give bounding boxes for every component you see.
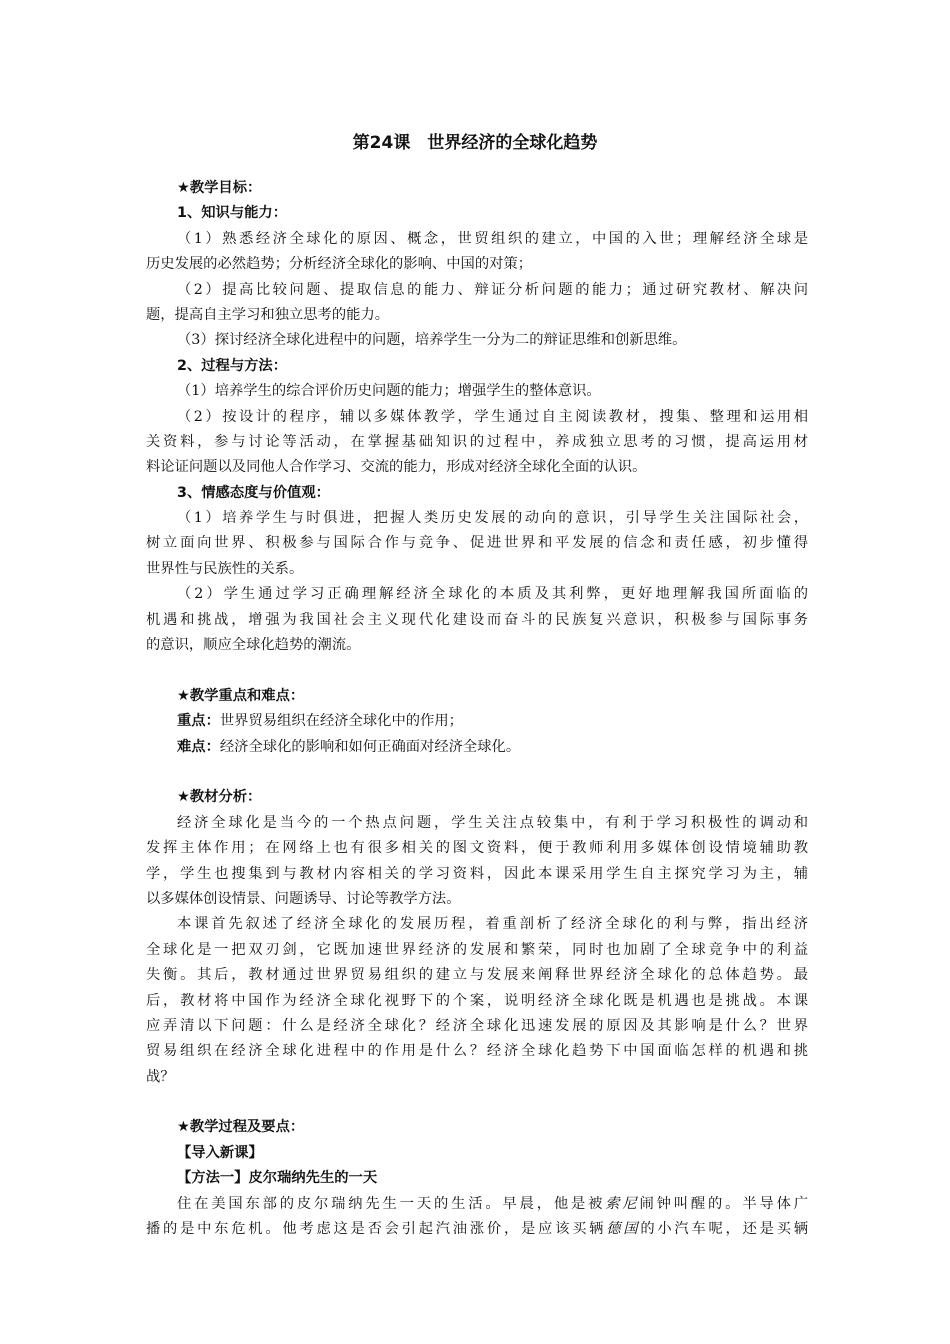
story-text: 的小汽车呢，还是买辆 xyxy=(640,1221,808,1238)
section-heading: 2、过程与方法： xyxy=(177,357,288,374)
key-text: 世界贸易组织在经济全球化中的作用； xyxy=(219,713,463,730)
paragraph-line: 关资料，参与讨论等活动，在掌握基础知识的过程中，养成独立思考的习惯，提高运用材 xyxy=(146,433,808,450)
paragraph-line: （3）探讨经济全球化进程中的问题，培养学生一分为二的辩证思维和创新思维。 xyxy=(177,332,687,349)
story-text: 播的是中东危机。他考虑这是否会引起汽油涨价，是应该买辆 xyxy=(146,1221,607,1238)
paragraph-line: （1）熟悉经济全球化的原因、概念，世贸组织的建立，中国的入世；理解经济全球是 xyxy=(177,230,808,247)
spacer xyxy=(146,658,808,683)
section-heading: 3、情感态度与价值观： xyxy=(177,484,330,501)
focus-heading: ★教学重点和难点： xyxy=(177,687,305,704)
paragraph-line: 以多媒体创设情景、问题诱导、讨论等教学方法。 xyxy=(146,890,461,907)
key-point xyxy=(146,709,808,734)
paragraph-line: （2）提高比较问题、提取信息的能力、辩证分析问题的能力；通过研究教材、解决问 xyxy=(177,281,808,298)
paragraph-line: 全球化是一把双刃剑，它既加速世界经济的发展和繁荣，同时也加剧了全球竞争中的利益 xyxy=(146,941,808,958)
paragraph-line: 学，学生也搜集到与教材内容相关的学习资料，因此本课采用学生自主探究学习为主，辅 xyxy=(146,865,808,882)
difficulty-text: 经济全球化的影响和如何正确面对经济全球化。 xyxy=(219,738,521,755)
page-title: 第24课 世界经济的全球化趋势 xyxy=(352,133,598,153)
story-emphasis: 德国 xyxy=(606,1221,641,1238)
paragraph-line: 战？ xyxy=(146,1068,175,1085)
paragraph-line: 的意识，顺应全球化趋势的潮流。 xyxy=(146,637,361,654)
paragraph-line: 机遇和挑战，增强为我国社会主义现代化建设而奋斗的民族复兴意识，积极参与国际事务 xyxy=(146,611,808,628)
story-emphasis: 索尼 xyxy=(605,1195,640,1212)
analysis-heading: ★教材分析： xyxy=(177,789,262,806)
spacer xyxy=(146,760,808,785)
paragraph-line: 树立面向世界、积极参与国际合作与竞争、促进世界和平发展的信念和责任感，初步懂得 xyxy=(146,535,808,552)
paragraph-line: 料论证问题以及同他人合作学习、交流的能力，形成对经济全球化全面的认识。 xyxy=(146,459,647,476)
goals-heading: ★教学目标： xyxy=(177,180,262,196)
difficulty-label: 难点： xyxy=(177,738,220,755)
story-line xyxy=(146,1217,808,1242)
paragraph-line: 世界性与民族性的关系。 xyxy=(146,560,304,577)
paragraph-line: 贸易组织在经济全球化进程中的作用是什么？经济全球化趋势下中国面临怎样的机遇和挑 xyxy=(146,1043,808,1060)
paragraph-line: （1）培养学生的综合评价历史问题的能力；增强学生的整体意识。 xyxy=(177,383,601,400)
paragraph-line: 题，提高自主学习和独立思考的能力。 xyxy=(146,306,390,323)
process-heading: ★教学过程及要点： xyxy=(177,1119,305,1136)
story-text: 闹钟叫醒的。半导体广 xyxy=(639,1195,808,1212)
paragraph-line: （1）培养学生与时俱进，把握人类历史发展的动向的意识，引导学生关注国际社会， xyxy=(177,510,808,527)
spacer xyxy=(146,1090,808,1115)
paragraph-line: 发挥主体作用；在网络上也有很多相关的图文资料，便于教师利用多媒体创设情境辅助教 xyxy=(146,840,808,857)
document-body xyxy=(146,176,808,1242)
intro-heading: 【导入新课】 xyxy=(177,1144,263,1161)
difficult-point xyxy=(146,735,808,760)
paragraph-line: （2）学生通过学习正确理解经济全球化的本质及其利弊，更好地理解我国所面临的 xyxy=(177,586,808,603)
section-heading: 1、知识与能力： xyxy=(177,205,288,222)
paragraph-line: 后，教材将中国作为经济全球化视野下的个案，说明经济全球化既是机遇也是挑战。本课 xyxy=(146,992,808,1009)
paragraph-line: 经济全球化是当今的一个热点问题，学生关注点较集中，有利于学习积极性的调动和 xyxy=(177,814,808,831)
paragraph-line: 历史发展的必然趋势；分析经济全球化的影响、中国的对策； xyxy=(146,256,533,273)
paragraph-line: （2）按设计的程序，辅以多媒体教学，学生通过自主阅读教材，搜集、整理和运用相 xyxy=(177,408,808,425)
key-label: 重点： xyxy=(177,713,220,730)
story-line xyxy=(146,1192,808,1217)
paragraph-line: 失衡。其后，教材通过世界贸易组织的建立与发展来阐释世界经济全球化的总体趋势。最 xyxy=(146,967,808,984)
paragraph-line: 应弄清以下问题：什么是经济全球化？经济全球化迅速发展的原因及其影响是什么？世界 xyxy=(146,1017,808,1034)
paragraph-line: 本课首先叙述了经济全球化的发展历程，着重剖析了经济全球化的利与弊，指出经济 xyxy=(177,916,808,933)
story-text: 住在美国东部的皮尔瑞纳先生一天的生活。早晨，他是被 xyxy=(177,1195,606,1212)
method-heading: 【方法一】皮尔瑞纳先生的一天 xyxy=(177,1170,378,1187)
